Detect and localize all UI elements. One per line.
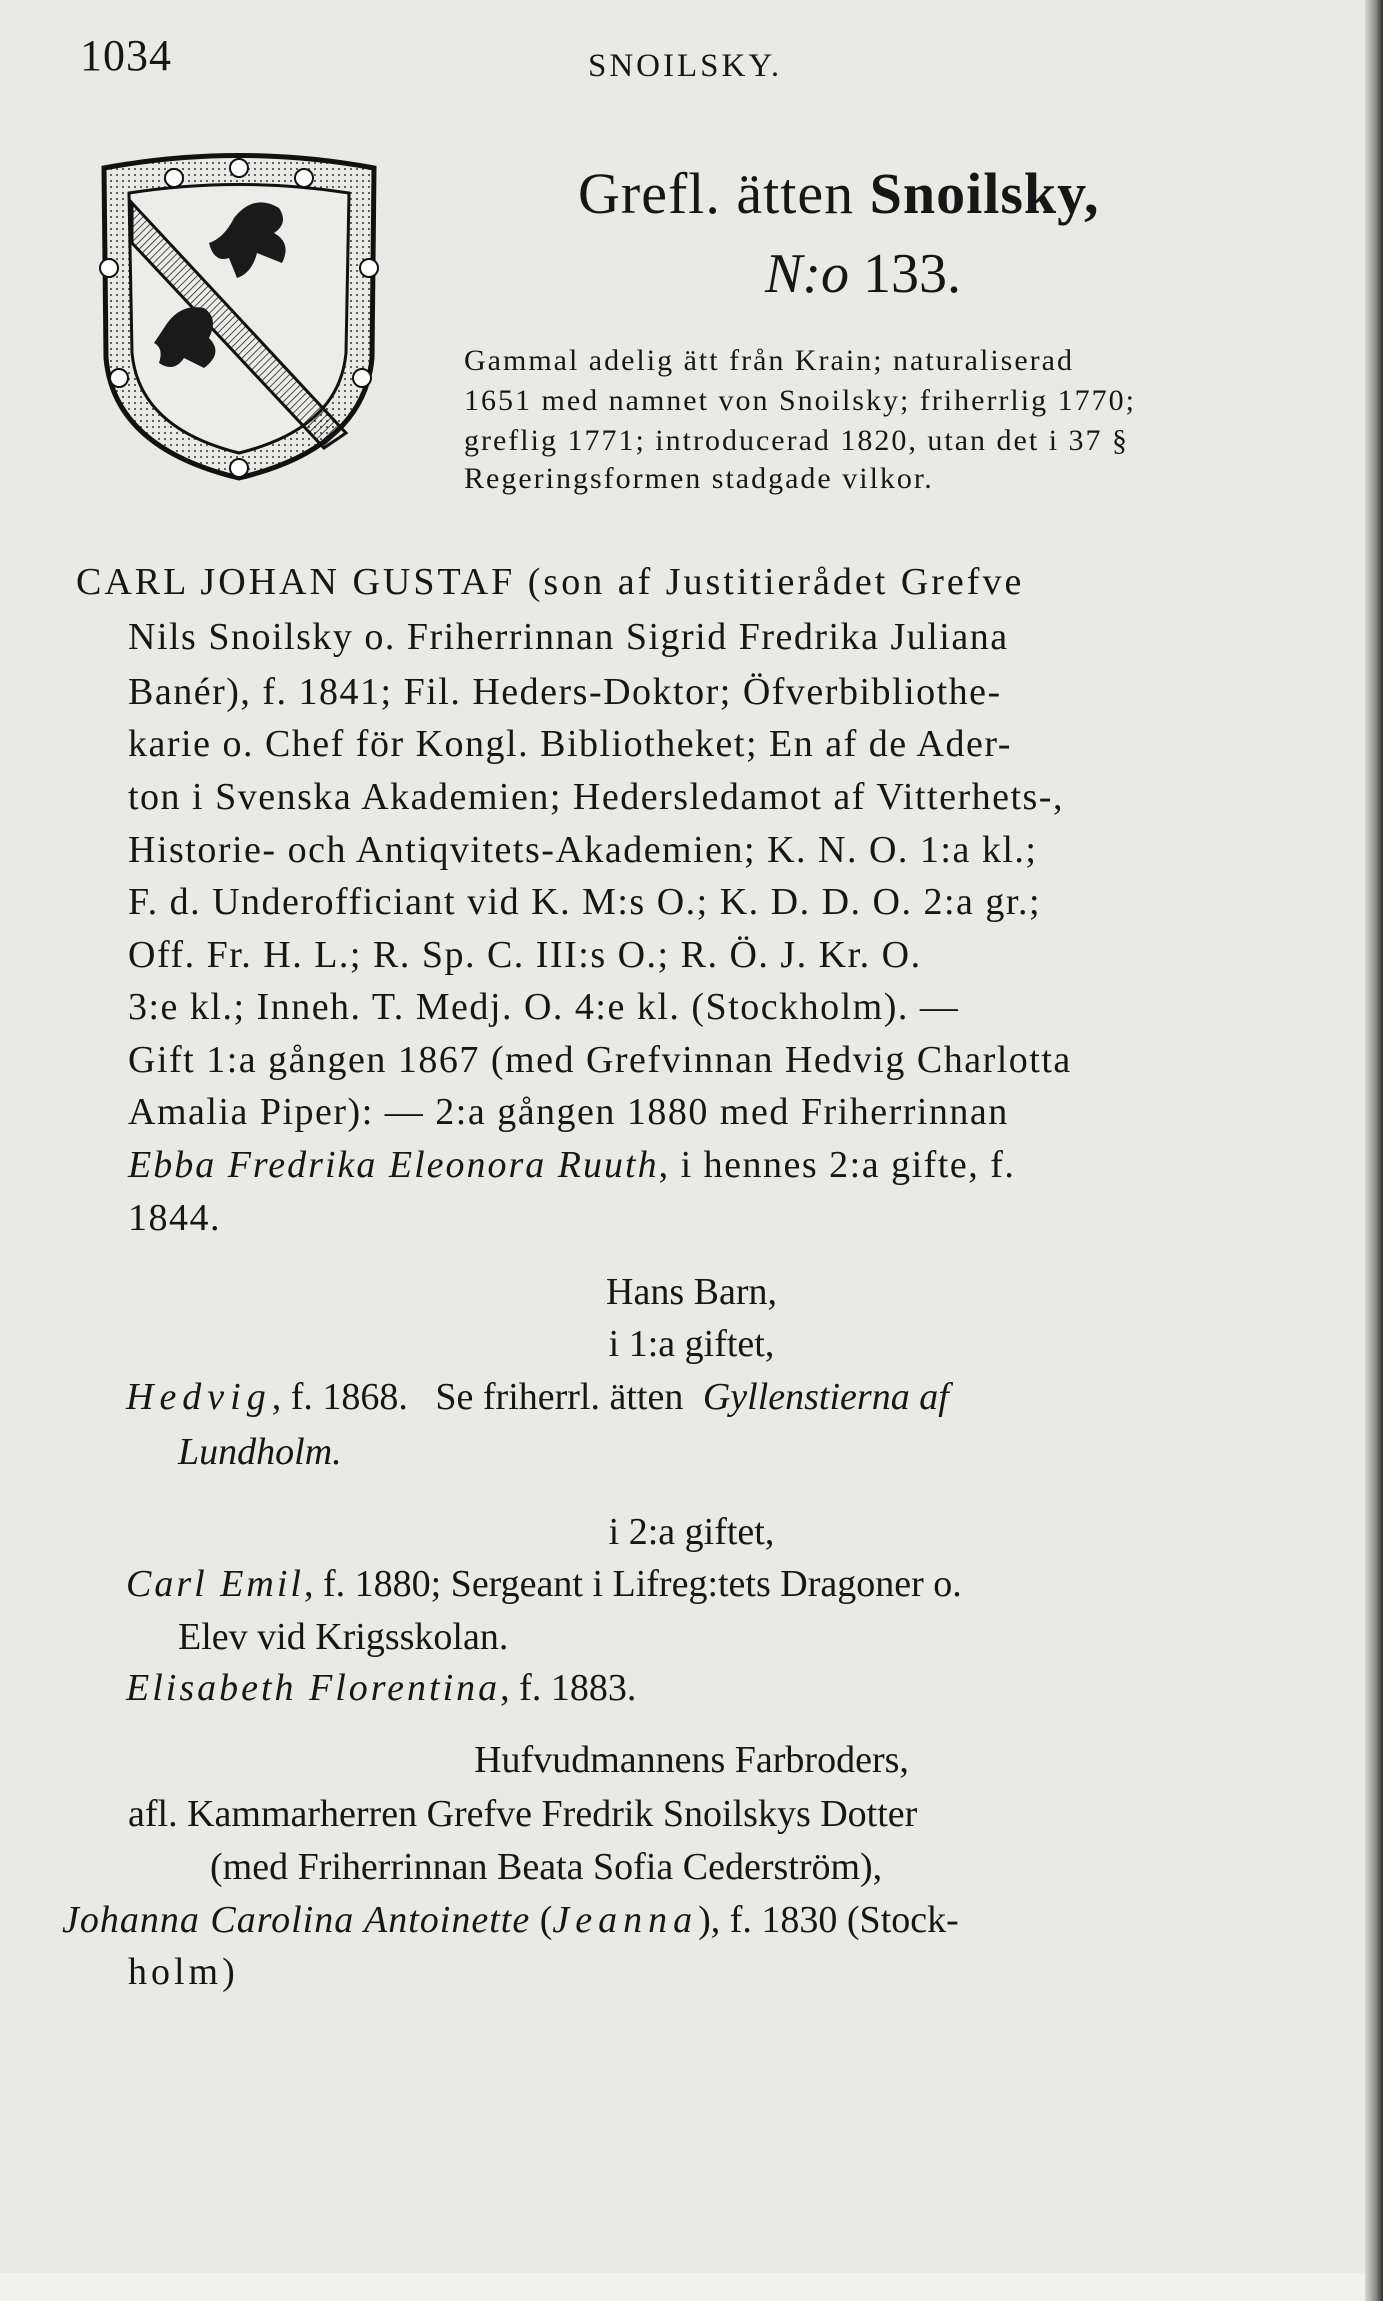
cousin-line: afl. Kammarherren Grefve Fredrik Snoilskys Dotter: [128, 1793, 918, 1835]
entry-line: F. d. Underofficiant vid K. M:s O.; K. D. D. O. 2:a gr.;: [128, 881, 1042, 923]
wife-birth: 1844.: [128, 1197, 221, 1239]
wife-suffix: , i hennes 2:a gifte, f.: [658, 1144, 1016, 1186]
child-entry: [126, 1666, 636, 1710]
child-entry: [126, 1562, 962, 1606]
child-note: Se friherrl. ätten: [435, 1376, 684, 1418]
child-name: Elisabeth Florentina: [126, 1667, 501, 1709]
number-label: N:o: [765, 243, 849, 305]
entry-line: 3:e kl.; Inneh. T. Medj. O. 4:e kl. (Stockholm). —: [128, 986, 960, 1028]
cousin-name: Johanna Carolina Antoinette: [62, 1899, 531, 1941]
child-continuation: Elev vid Krigsskolan.: [178, 1616, 509, 1658]
page-bottom-edge: [0, 2273, 1383, 2301]
wife-line: [128, 1143, 1015, 1187]
child-text: , f. 1883.: [500, 1667, 637, 1709]
entry-line: Amalia Piper): — 2:a gången 1880 med Friherrinnan: [128, 1091, 1009, 1133]
entry-line: Banér), f. 1841; Fil. Heders-Doktor; Öfverbibliothe-: [128, 671, 1002, 713]
first-marriage-heading: i 1:a giftet,: [608, 1323, 775, 1365]
cousin-heading: Hufvudmannens Farbroders,: [474, 1739, 909, 1781]
entry-line: Off. Fr. H. L.; R. Sp. C. III:s O.; R. Ö. J. Kr. O.: [128, 934, 922, 976]
child-reference: Gyllenstierna af: [702, 1376, 949, 1418]
title-prefix: Grefl. ätten: [578, 161, 855, 226]
nick-open: (: [530, 1899, 553, 1941]
child-text: , f. 1880; Sergeant i Lifreg:tets Dragoner o.: [303, 1563, 962, 1605]
description-line: greflig 1771; introducerad 1820, utan det i 37 §: [464, 424, 1130, 457]
family-number: [765, 242, 961, 306]
description-line: Gammal adelig ätt från Krain; naturaliserad: [464, 344, 1074, 377]
second-marriage-heading: i 2:a giftet,: [608, 1511, 775, 1553]
child-entry: [126, 1375, 949, 1419]
description-line: 1651 med namnet von Snoilsky; friherrlig 1770;: [464, 384, 1136, 417]
wife-name: Ebba Fredrika Eleonora Ruuth: [128, 1144, 659, 1186]
title-family-name: Snoilsky,: [869, 161, 1100, 226]
description-line: Regeringsformen stadgade vilkor.: [464, 462, 934, 495]
children-heading: Hans Barn,: [606, 1271, 777, 1313]
entry-line: ton i Svenska Akademien; Hedersledamot af Vitterhets-,: [128, 776, 1064, 818]
child-reference-continued: [178, 1430, 342, 1474]
child-name: Hedvig: [126, 1376, 272, 1418]
cousin-name-line: [62, 1898, 959, 1942]
coat-of-arms-illustration: [84, 148, 394, 488]
child-name: Carl Emil: [126, 1563, 304, 1605]
page-number: 1034: [80, 31, 172, 80]
entry-line: karie o. Chef för Kongl. Bibliotheket; En af de Ader-: [128, 723, 1012, 765]
entry-line: CARL JOHAN GUSTAF (son af Justitierådet Grefve: [76, 561, 1025, 603]
entry-line: Nils Snoilsky o. Friherrinnan Sigrid Fredrika Juliana: [128, 616, 1009, 658]
cousin-line: holm): [128, 1951, 239, 1993]
running-head: SNOILSKY.: [588, 48, 783, 84]
book-spine-edge: [1365, 0, 1383, 2301]
child-reference-2: Lundholm.: [178, 1431, 342, 1473]
family-title: [578, 160, 1099, 227]
cousin-nickname: Jeanna: [552, 1899, 699, 1941]
number-value: 133.: [863, 243, 961, 305]
cousin-line: (med Friherrinnan Beata Sofia Cederström),: [210, 1846, 883, 1888]
entry-line: Gift 1:a gången 1867 (med Grefvinnan Hedvig Charlotta: [128, 1039, 1072, 1081]
child-born: , f. 1868.: [271, 1376, 408, 1418]
nick-close: ), f. 1830 (Stock-: [698, 1899, 959, 1941]
entry-line: Historie- och Antiqvitets-Akademien; K. N. O. 1:a kl.;: [128, 829, 1038, 871]
